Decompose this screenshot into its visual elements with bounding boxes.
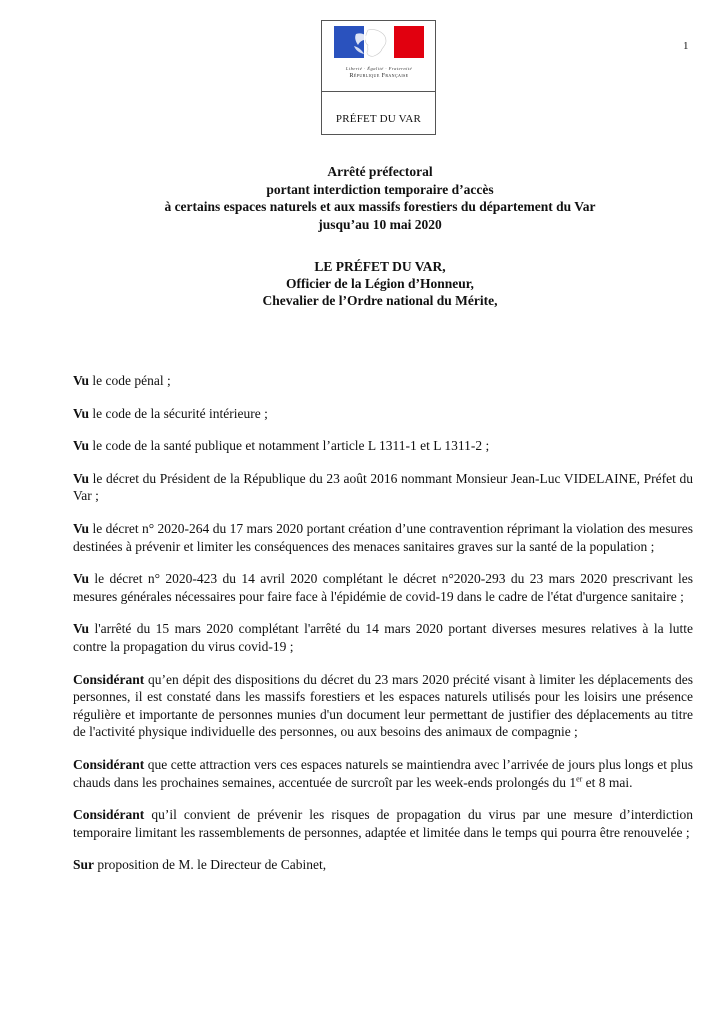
considerant-paragraph — [73, 671, 693, 741]
document-title — [60, 163, 700, 233]
paragraph-lead: Vu — [73, 373, 90, 388]
document-body — [73, 372, 693, 889]
paragraph-lead: Vu — [73, 405, 90, 421]
authority-line: Officier de la Légion d’Honneur, — [286, 276, 474, 291]
title-line: à certains espaces naturels et aux massifs forestiers du département du Var — [164, 199, 596, 214]
paragraph-text: le décret du Président de la République du 23 août 2016 nommant Monsieur Jean-Luc VIDELAINE, Préfet du Var ; — [73, 470, 693, 504]
visa-paragraph — [73, 405, 693, 423]
paragraph-text: proposition de M. le Directeur de Cabinet, — [94, 857, 327, 873]
paragraph-text: le décret n° 2020-423 du 14 avril 2020 complétant le décret n°2020-293 du 23 mars 2020 prescrivant les mesures générales nécessaires pour faire face à l'épidémie de covid-19 dans le cadre de l'état d'urgence sanitaire ; — [73, 571, 693, 604]
visa-paragraph — [73, 570, 693, 605]
paragraph-lead: Considérant — [73, 756, 145, 772]
paragraph-lead: Vu — [73, 520, 90, 536]
prefet-label: PRÉFET DU VAR — [335, 113, 422, 125]
authority-block — [60, 258, 700, 309]
republic-motto: Liberté · Égalité · Fraternité — [345, 66, 413, 71]
title-line: portant interdiction temporaire d’accès — [266, 181, 494, 197]
marianne-logo — [334, 26, 424, 86]
paragraph-lead: Sur — [73, 857, 95, 873]
paragraph-lead: Vu — [73, 438, 90, 454]
title-line: Arrêté préfectoral — [327, 164, 433, 179]
visa-paragraph — [73, 620, 693, 655]
ordinal-superscript: er — [576, 774, 583, 783]
visa-paragraph — [73, 437, 693, 455]
paragraph-text: le décret n° 2020-264 du 17 mars 2020 portant création d’une contravention réprimant la violation des mesures destinées à prévenir et limiter les conséquences des menaces sanitaires graves sur la santé de la population ; — [73, 520, 693, 554]
paragraph-text: le code pénal ; — [89, 373, 171, 388]
paragraph-text: l'arrêté du 15 mars 2020 complétant l'arrêté du 14 mars 2020 portant diverses mesures relatives à la lutte contre la propagation du virus covid-19 ; — [73, 621, 693, 654]
proposal-paragraph — [73, 856, 693, 874]
paragraph-lead: Vu — [73, 621, 90, 637]
paragraph-text: le code de la santé publique et notamment l’article L 1311-1 et L 1311-2 ; — [89, 438, 490, 454]
authority-line: LE PRÉFET DU VAR, — [314, 259, 446, 274]
visa-paragraph — [73, 520, 693, 555]
paragraph-text: qu’en dépit des dispositions du décret du 23 mars 2020 précité visant à limiter les déplacements des personnes, il est constaté dans les massifs forestiers et les espaces naturels utilisés pour les loisirs une présence régulière et importante de personnes munies d'un document leur permettant de justifier des déplacements au titre de l'activité physique individuelle des personnes, ou aux besoins des animaux de compagnie ; — [73, 671, 693, 740]
paragraph-text: qu’il convient de prévenir les risques de propagation du virus par une mesure d’interdiction temporaire limitant les rassemblements de personnes, adaptée et limitée dans le temps qui pourra être renouvelée ; — [73, 807, 693, 840]
paragraph-text: le code de la sécurité intérieure ; — [89, 405, 268, 421]
paragraph-lead: Vu — [73, 470, 90, 486]
prefecture-header-box — [321, 20, 436, 135]
visa-paragraph — [73, 470, 693, 505]
paragraph-text: que cette attraction vers ces espaces naturels se maintiendra avec l’arrivée de jours plus longs et plus chauds dans les prochaines semaines, accentuée de surcroît par les week-ends prolongés du 1 — [73, 756, 693, 790]
page-number: 1 — [683, 40, 689, 52]
authority-line: Chevalier de l’Ordre national du Mérite, — [262, 293, 498, 308]
title-line: jusqu’au 10 mai 2020 — [318, 216, 442, 232]
considerant-paragraph — [73, 806, 693, 841]
paragraph-lead: Vu — [73, 571, 90, 587]
republic-name: République Française — [349, 73, 409, 79]
visa-paragraph — [73, 372, 693, 390]
paragraph-lead: Considérant — [73, 807, 145, 823]
header-divider — [322, 91, 435, 92]
paragraph-lead: Considérant — [73, 671, 145, 687]
marianne-logo-icon — [334, 26, 424, 64]
considerant-paragraph — [73, 756, 693, 791]
paragraph-tail: et 8 mai. — [582, 774, 633, 790]
